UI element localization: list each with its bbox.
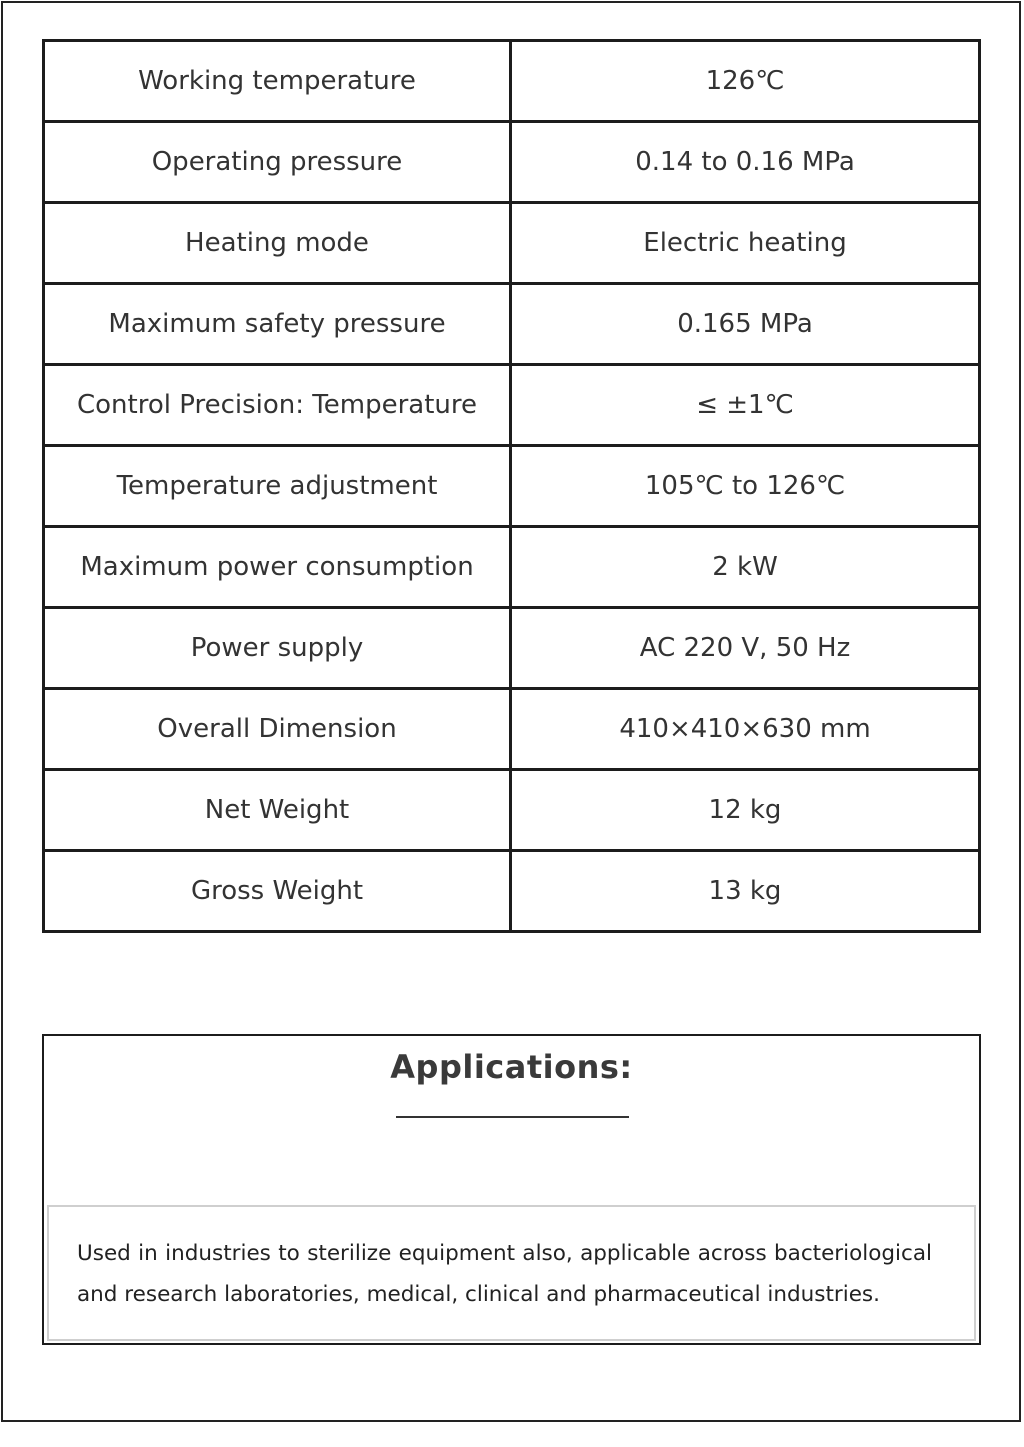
applications-body (47, 1205, 976, 1341)
title-underline (396, 1116, 629, 1118)
spec-label: Net Weight (44, 770, 511, 851)
table-row (44, 284, 980, 365)
spec-value: 0.165 MPa (511, 284, 980, 365)
spec-value: AC 220 V, 50 Hz (511, 608, 980, 689)
table-row (44, 446, 980, 527)
spec-value: 105℃ to 126℃ (511, 446, 980, 527)
spec-label: Maximum power consumption (44, 527, 511, 608)
spec-label: Gross Weight (44, 851, 511, 932)
table-row (44, 365, 980, 446)
spec-value: ≤ ±1℃ (511, 365, 980, 446)
table-row (44, 770, 980, 851)
spec-value: 410×410×630 mm (511, 689, 980, 770)
spec-value: 126℃ (511, 41, 980, 122)
spec-label: Operating pressure (44, 122, 511, 203)
table-row (44, 608, 980, 689)
spec-label: Temperature adjustment (44, 446, 511, 527)
spec-label: Power supply (44, 608, 511, 689)
spec-label: Control Precision: Temperature (44, 365, 511, 446)
spec-label: Maximum safety pressure (44, 284, 511, 365)
spec-value: 12 kg (511, 770, 980, 851)
table-row (44, 41, 980, 122)
spec-label: Working temperature (44, 41, 511, 122)
table-row (44, 527, 980, 608)
spec-value: Electric heating (511, 203, 980, 284)
spec-value: 13 kg (511, 851, 980, 932)
spec-value: 2 kW (511, 527, 980, 608)
table-row (44, 122, 980, 203)
applications-title: Applications: (390, 1048, 633, 1086)
spec-value: 0.14 to 0.16 MPa (511, 122, 980, 203)
applications-box (42, 1034, 981, 1345)
table-row (44, 689, 980, 770)
spec-label: Heating mode (44, 203, 511, 284)
specifications-table (42, 39, 981, 933)
spec-label: Overall Dimension (44, 689, 511, 770)
table-row (44, 203, 980, 284)
table-row (44, 851, 980, 932)
applications-text: Used in industries to sterilize equipment also, applicable across bacteriological and research laboratories, medical, clinical and pharmaceutical industries. (77, 1241, 932, 1307)
